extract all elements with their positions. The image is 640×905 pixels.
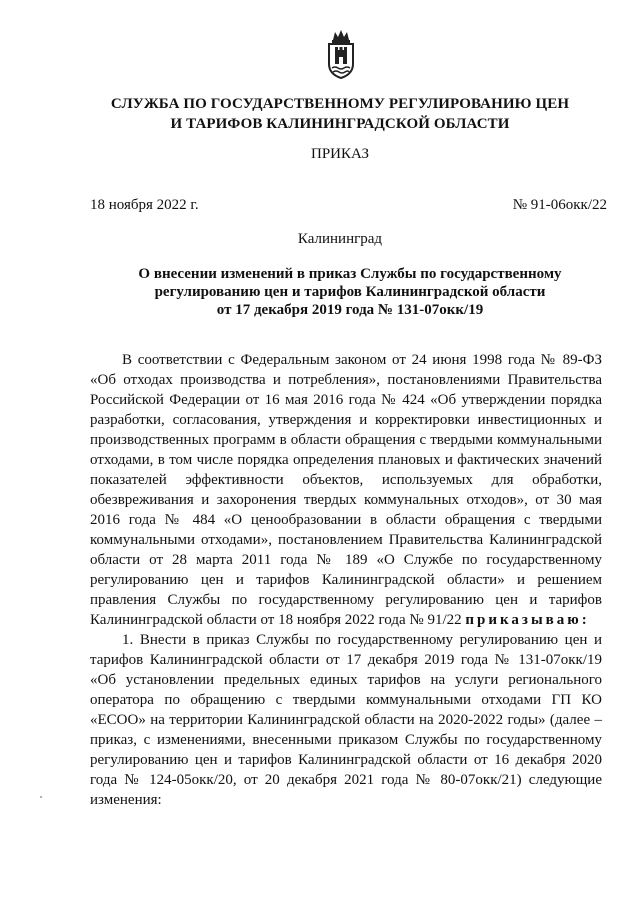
order-subject [90,265,610,319]
order-number: № 91-06окк/22 [512,197,607,213]
coat-of-arms-icon [326,28,356,80]
order-directive: приказываю: [465,612,590,628]
agency-line-1: СЛУЖБА ПО ГОСУДАРСТВЕННОМУ РЕГУЛИРОВАНИЮ ЦЕН [110,96,570,112]
document-type: ПРИКАЗ [311,146,369,162]
subject-line-3: от 17 декабря 2019 года № 131-07окк/19 [216,302,484,318]
scan-speck [40,796,42,798]
clause-1-paragraph: 1. Внести в приказ Службы по государственному регулированию цен и тарифов Калининградской области от 17 декабря 2019 года № 131-07окк/19 «Об установлении предельных единых тарифов на услуги регионального оператора по обращению с твердыми коммунальными отходами ГП КО «ЕСОО» на территории Калининградской области на 2020-2022 годы» (далее – приказ, с изменениями, внесенными приказом Службы по государственному регулированию цен и тарифов Калининградской области от 16 декабря 2020 года № 124-05окк/20, от 20 декабря 2021 года № 80-07окк/21) следующие изменения: [90,632,602,808]
order-date: 18 ноября 2022 г. [90,197,199,213]
agency-line-2: И ТАРИФОВ КАЛИНИНГРАДСКОЙ ОБЛАСТИ [170,116,510,132]
city: Калининград [297,231,383,247]
preamble-text: В соответствии с Федеральным законом от 24 июня 1998 года № 89-ФЗ «Об отходах производства и потребления», постановлениями Правительства Российской Федерации от 16 мая 2016 года № 424 «Об утверждении порядка разработки, согласования, утверждения и корректировки инвестиционных и производственных программ в области обращения с твердыми коммунальными отходами, в том числе порядка определения плановых и фактических значений показателей эффективности объектов, используемых для обработки, обезвреживания и захоронения твердых коммунальных отходов», от 30 мая 2016 года № 484 «О ценообразовании в области обращения с твердыми коммунальными отходами», постановлением Правительства Калининградской области от 28 марта 2011 года № 189 «О Службе по государственному регулированию цен и тарифов Калининградской области» и решением правления Службы по государственному регулированию цен и тарифов Калининградской области от 18 ноября 2022 года № 91/22 [90,352,602,628]
agency-name [60,94,620,134]
preamble-paragraph [90,350,602,630]
subject-line-1: О внесении изменений в приказ Службы по государственному [138,266,562,282]
subject-line-2: регулированию цен и тарифов Калининградской области [154,284,546,300]
order-body [90,350,602,810]
